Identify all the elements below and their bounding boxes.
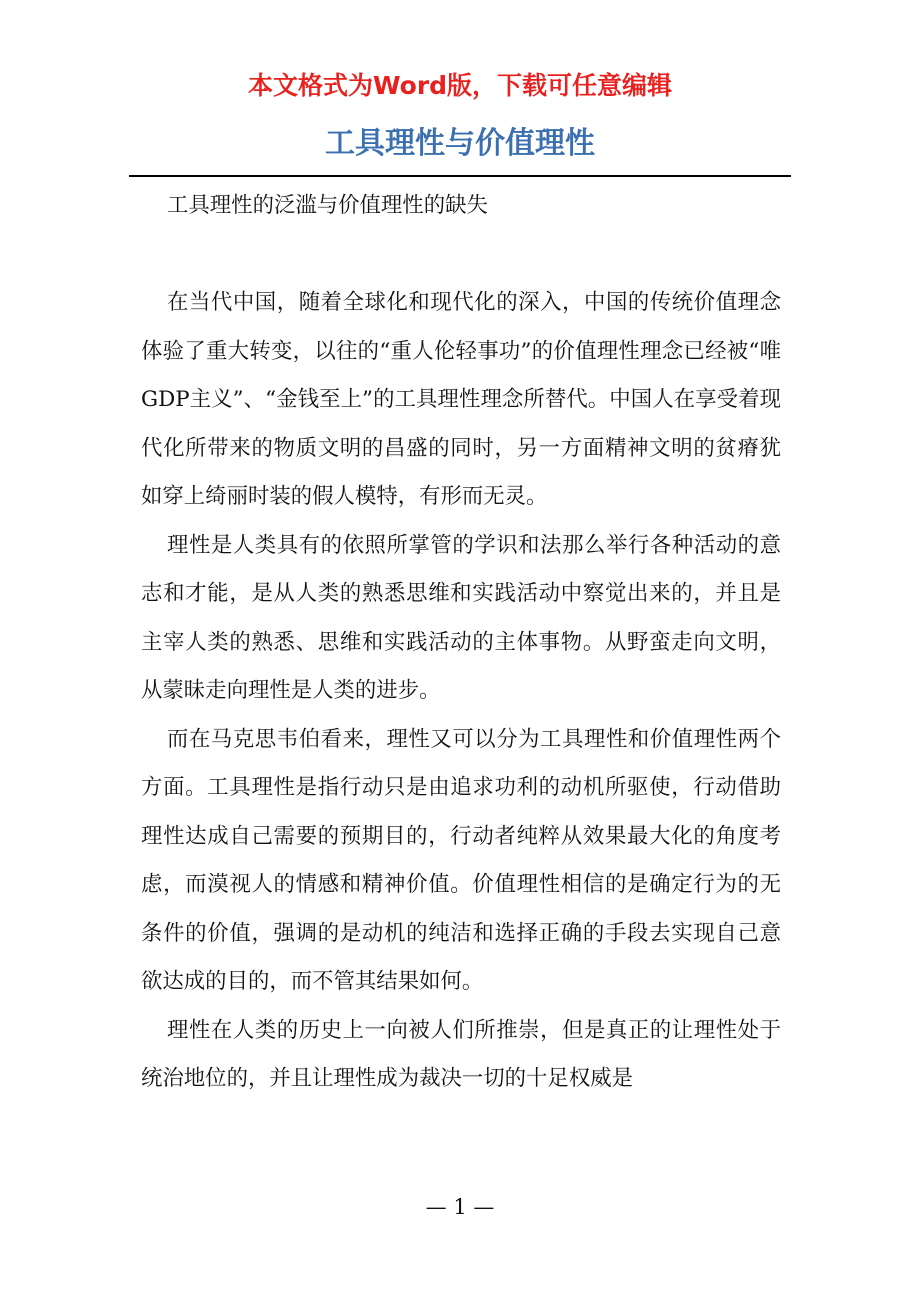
page-number: — 1 — <box>425 1195 495 1219</box>
paragraph: 而在马克思韦伯看来，理性又可以分为工具理性和价值理性两个方面。工具理性是指行动只是由追求功利的动机所驱使，行动借助理性达成自己需要的预期目的，行动者纯粹从效果最大化的角度考虑，而漠视人的情感和精神价值。价值理性相信的是确定行为的无条件的价值，强调的是动机的纯洁和选择正确的手段去实现自己意欲达成的目的，而不管其结果如何。 <box>141 726 781 994</box>
paragraph: 理性是人类具有的依照所掌管的学识和法那么举行各种活动的意志和才能，是从人类的熟悉思维和实践活动中察觉出来的，并且是主宰人类的熟悉、思维和实践活动的主体事物。从野蛮走向文明，从蒙昧走向理性是人类的进步。 <box>141 532 781 703</box>
paragraph: 在当代中国，随着全球化和现代化的深入，中国的传统价值理念体验了重大转变，以往的“重人伦轻事功”的价值理性理念已经被“唯GDP主义”、“金钱至上”的工具理性理念所替代。中国人在享受着现代化所带来的物质文明的昌盛的同时，另一方面精神文明的贫瘠犹如穿上绮丽时装的假人模特，有形而无灵。 <box>141 290 781 509</box>
section-subtitle: 工具理性的泛滥与价值理性的缺失 <box>167 193 488 218</box>
page-title: 工具理性与价值理性 <box>325 126 595 161</box>
paragraph: 理性在人类的历史上一向被人们所推崇，但是真正的让理性处于统治地位的，并且让理性成为裁决一切的十足权威是 <box>141 1017 781 1091</box>
document-body <box>141 182 781 1104</box>
format-banner: 本文格式为Word版，下载可任意编辑 <box>247 71 673 100</box>
title-divider <box>129 175 791 177</box>
